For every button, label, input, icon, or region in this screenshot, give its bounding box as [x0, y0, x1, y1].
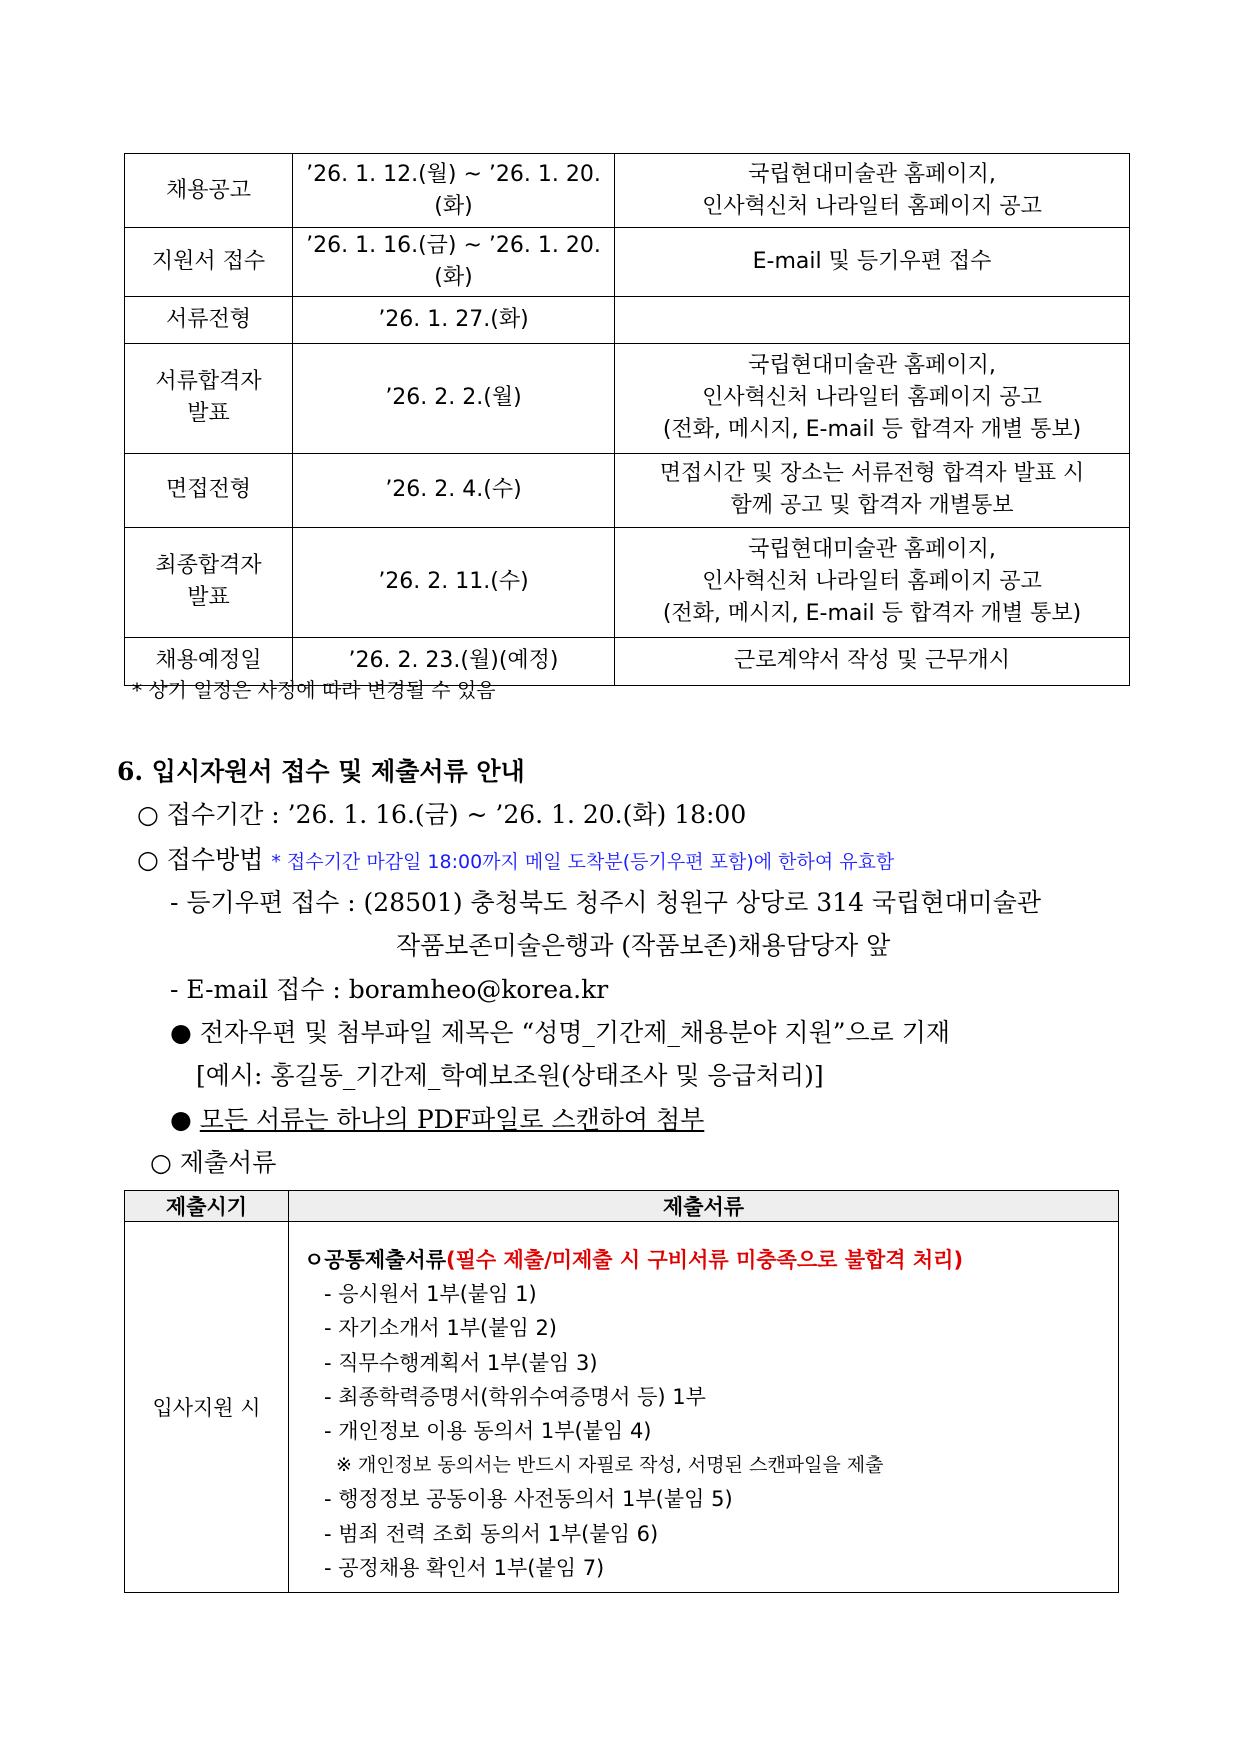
list-item: - 공정채용 확인서 1부(붙임 7) — [324, 1555, 605, 1580]
list-item: - 직무수행계획서 1부(붙임 3) — [324, 1350, 598, 1375]
stage-cell: 채용공고 — [125, 154, 293, 228]
stage-line: 발표 — [187, 401, 230, 427]
table-row — [125, 453, 1130, 527]
note-line: (전화, 메시지, E-mail 등 합격자 개별 통보) — [662, 417, 1082, 443]
table-row — [125, 1222, 1119, 1593]
list-item: - 응시원서 1부(붙임 1) — [324, 1282, 537, 1307]
privacy-note: ※ 개인정보 동의서는 반드시 자필로 작성, 서명된 스캔파일을 제출 — [336, 1454, 884, 1477]
stage-cell: 서류전형 — [125, 296, 293, 343]
table-header-row — [125, 1191, 1119, 1222]
table-row — [125, 527, 1130, 637]
method-label: ○ 접수방법 — [137, 845, 264, 874]
list-item: - 자기소개서 1부(붙임 2) — [324, 1316, 557, 1341]
header-timing: 제출시기 — [125, 1191, 289, 1222]
note-line: 함께 공고 및 합격자 개별통보 — [730, 493, 1014, 519]
bullet-subject: ● 전자우편 및 첨부파일 제목은 “성명_기간제_채용분야 지원”으로 기재 — [170, 1018, 951, 1047]
date-cell: ’26. 2. 23.(월)(예정) — [293, 637, 615, 685]
note-cell — [615, 296, 1130, 343]
note-line: 면접시간 및 장소는 서류전형 합격자 발표 시 — [659, 461, 1085, 487]
stage-line: 최종합격자 — [155, 553, 262, 579]
note-cell: E-mail 및 등기우편 접수 — [615, 228, 1130, 297]
note-cell: 근로계약서 작성 및 근무개시 — [615, 637, 1130, 685]
header-documents: 제출서류 — [289, 1191, 1119, 1222]
stage-line: 발표 — [187, 585, 230, 611]
timing-cell: 입사지원 시 — [125, 1222, 289, 1593]
note-cell — [615, 154, 1130, 228]
table-row — [125, 228, 1130, 297]
documents-cell — [289, 1222, 1119, 1593]
date-cell: ’26. 2. 4.(수) — [293, 453, 615, 527]
list-item: - 최종학력증명서(학위수여증명서 등) 1부 — [324, 1384, 706, 1409]
date-cell: ’26. 1. 27.(화) — [293, 296, 615, 343]
note-line: 인사혁신처 나라일터 홈페이지 공고 — [702, 385, 1042, 411]
common-docs-heading — [304, 1243, 1117, 1277]
bullet-pdf-text: 모든 서류는 하나의 PDF파일로 스캔하여 첨부 — [199, 1105, 705, 1134]
period-line: ○ 접수기간 : ’26. 1. 16.(금) ~ ’26. 1. 20.(화) 18:00 — [137, 800, 747, 829]
stage-cell: 면접전형 — [125, 453, 293, 527]
schedule-footnote: * 상기 일정은 사정에 따라 변경될 수 있음 — [132, 678, 496, 702]
date-cell: ’26. 1. 16.(금) ~ ’26. 1. 20.(화) — [293, 228, 615, 297]
bullet-pdf — [170, 1100, 704, 1136]
note-line: (전화, 메시지, E-mail 등 합격자 개별 통보) — [662, 601, 1082, 627]
date-cell: ’26. 1. 12.(월) ~ ’26. 1. 20.(화) — [293, 154, 615, 228]
note-line: 국립현대미술관 홈페이지, — [748, 353, 996, 379]
bullet-example: [예시: 홍길동_기간제_학예보조원(상태조사 및 응급처리)] — [196, 1061, 824, 1090]
note-line: 인사혁신처 나라일터 홈페이지 공고 — [702, 569, 1042, 595]
stage-cell: 지원서 접수 — [125, 228, 293, 297]
method-line — [137, 840, 894, 876]
bullet-mark: ● — [170, 1105, 192, 1134]
date-cell: ’26. 2. 2.(월) — [293, 343, 615, 453]
note-line: 인사혁신처 나라일터 홈페이지 공고 — [702, 193, 1042, 219]
list-item: - 행정정보 공동이용 사전동의서 1부(붙임 5) — [324, 1487, 733, 1512]
date-cell: ’26. 2. 11.(수) — [293, 527, 615, 637]
stage-line: 서류합격자 — [155, 369, 262, 395]
docs-label: ○ 제출서류 — [150, 1148, 277, 1177]
stage-cell — [125, 527, 293, 637]
common-warning: (필수 제출/미제출 시 구비서류 미충족으로 불합격 처리) — [446, 1248, 964, 1272]
note-line: 국립현대미술관 홈페이지, — [748, 161, 996, 187]
table-row — [125, 296, 1130, 343]
stage-cell — [125, 343, 293, 453]
schedule-table — [124, 153, 1130, 686]
note-line: 국립현대미술관 홈페이지, — [748, 537, 996, 563]
list-item: - 개인정보 이용 동의서 1부(붙임 4) — [324, 1419, 652, 1444]
table-row — [125, 154, 1130, 228]
note-cell — [615, 343, 1130, 453]
table-row — [125, 343, 1130, 453]
mail-line-2: 작품보존미술은행과 (작품보존)채용담당자 앞 — [396, 931, 891, 960]
mail-line-1: - 등기우편 접수 : (28501) 충청북도 청주시 청원구 상당로 314 국립현대미술관 — [170, 888, 1041, 917]
common-title: ㅇ공통제출서류 — [304, 1248, 447, 1272]
email-line: - E-mail 접수 : boramheo@korea.kr — [170, 975, 609, 1004]
note-cell — [615, 453, 1130, 527]
section-title: 6. 입시자원서 접수 및 제출서류 안내 — [117, 757, 525, 786]
list-item: - 범죄 전력 조회 동의서 1부(붙임 6) — [324, 1521, 659, 1546]
documents-table — [124, 1190, 1119, 1593]
method-note: * 접수기간 마감일 18:00까지 메일 도착분(등기우편 포함)에 한하여 유효함 — [271, 851, 895, 873]
note-cell — [615, 527, 1130, 637]
stage-cell: 채용예정일 — [125, 637, 293, 685]
